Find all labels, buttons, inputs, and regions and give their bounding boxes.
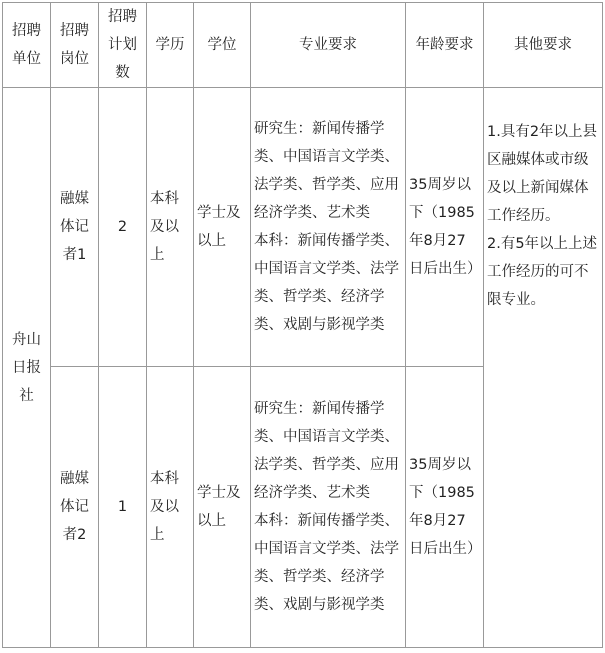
education-cell: 本科及以上: [147, 367, 194, 648]
unit-cell: 舟山日报社: [3, 88, 51, 648]
major-undergraduate-text: 本科：新闻传播学类、中国语言文学类、法学类、哲学类、经济学类、戏剧与影视学类: [254, 513, 399, 613]
age-cell: 35周岁以下（1985年8月27日后出生）: [406, 88, 484, 367]
count-cell: 1: [99, 367, 147, 648]
degree-cell: 学士及以上: [194, 367, 251, 648]
header-position: 招聘岗位: [51, 3, 99, 88]
header-age: 年龄要求: [406, 3, 484, 88]
table-row: [3, 88, 603, 367]
other-requirement-2: 2.有5年以上上述工作经历的可不限专业。: [487, 236, 598, 308]
recruitment-table: [2, 2, 603, 648]
major-graduate-text: 研究生：新闻传播学类、中国语言文学类、法学类、哲学类、应用经济学类、艺术类: [254, 121, 399, 221]
header-unit: 招聘单位: [3, 3, 51, 88]
major-graduate-text: 研究生：新闻传播学类、中国语言文学类、法学类、哲学类、应用经济学类、艺术类: [254, 401, 399, 501]
header-education: 学历: [147, 3, 194, 88]
header-plan: 招聘计划数: [99, 3, 147, 88]
major-cell: [251, 88, 406, 367]
degree-cell: 学士及以上: [194, 88, 251, 367]
other-requirement-1: 1.具有2年以上县区融媒体或市级及以上新闻媒体工作经历。: [487, 124, 598, 224]
major-undergraduate-text: 本科：新闻传播学类、中国语言文学类、法学类、哲学类、经济学类、戏剧与影视学类: [254, 233, 399, 333]
age-cell: 35周岁以下（1985年8月27日后出生）: [406, 367, 484, 648]
header-row: [3, 3, 603, 88]
education-cell: 本科及以上: [147, 88, 194, 367]
major-cell: [251, 367, 406, 648]
header-degree: 学位: [194, 3, 251, 88]
header-major: 专业要求: [251, 3, 406, 88]
other-cell: [484, 88, 603, 648]
count-cell: 2: [99, 88, 147, 367]
position-cell: 融媒体记者2: [51, 367, 99, 648]
header-other: 其他要求: [484, 3, 603, 88]
position-cell: 融媒体记者1: [51, 88, 99, 367]
